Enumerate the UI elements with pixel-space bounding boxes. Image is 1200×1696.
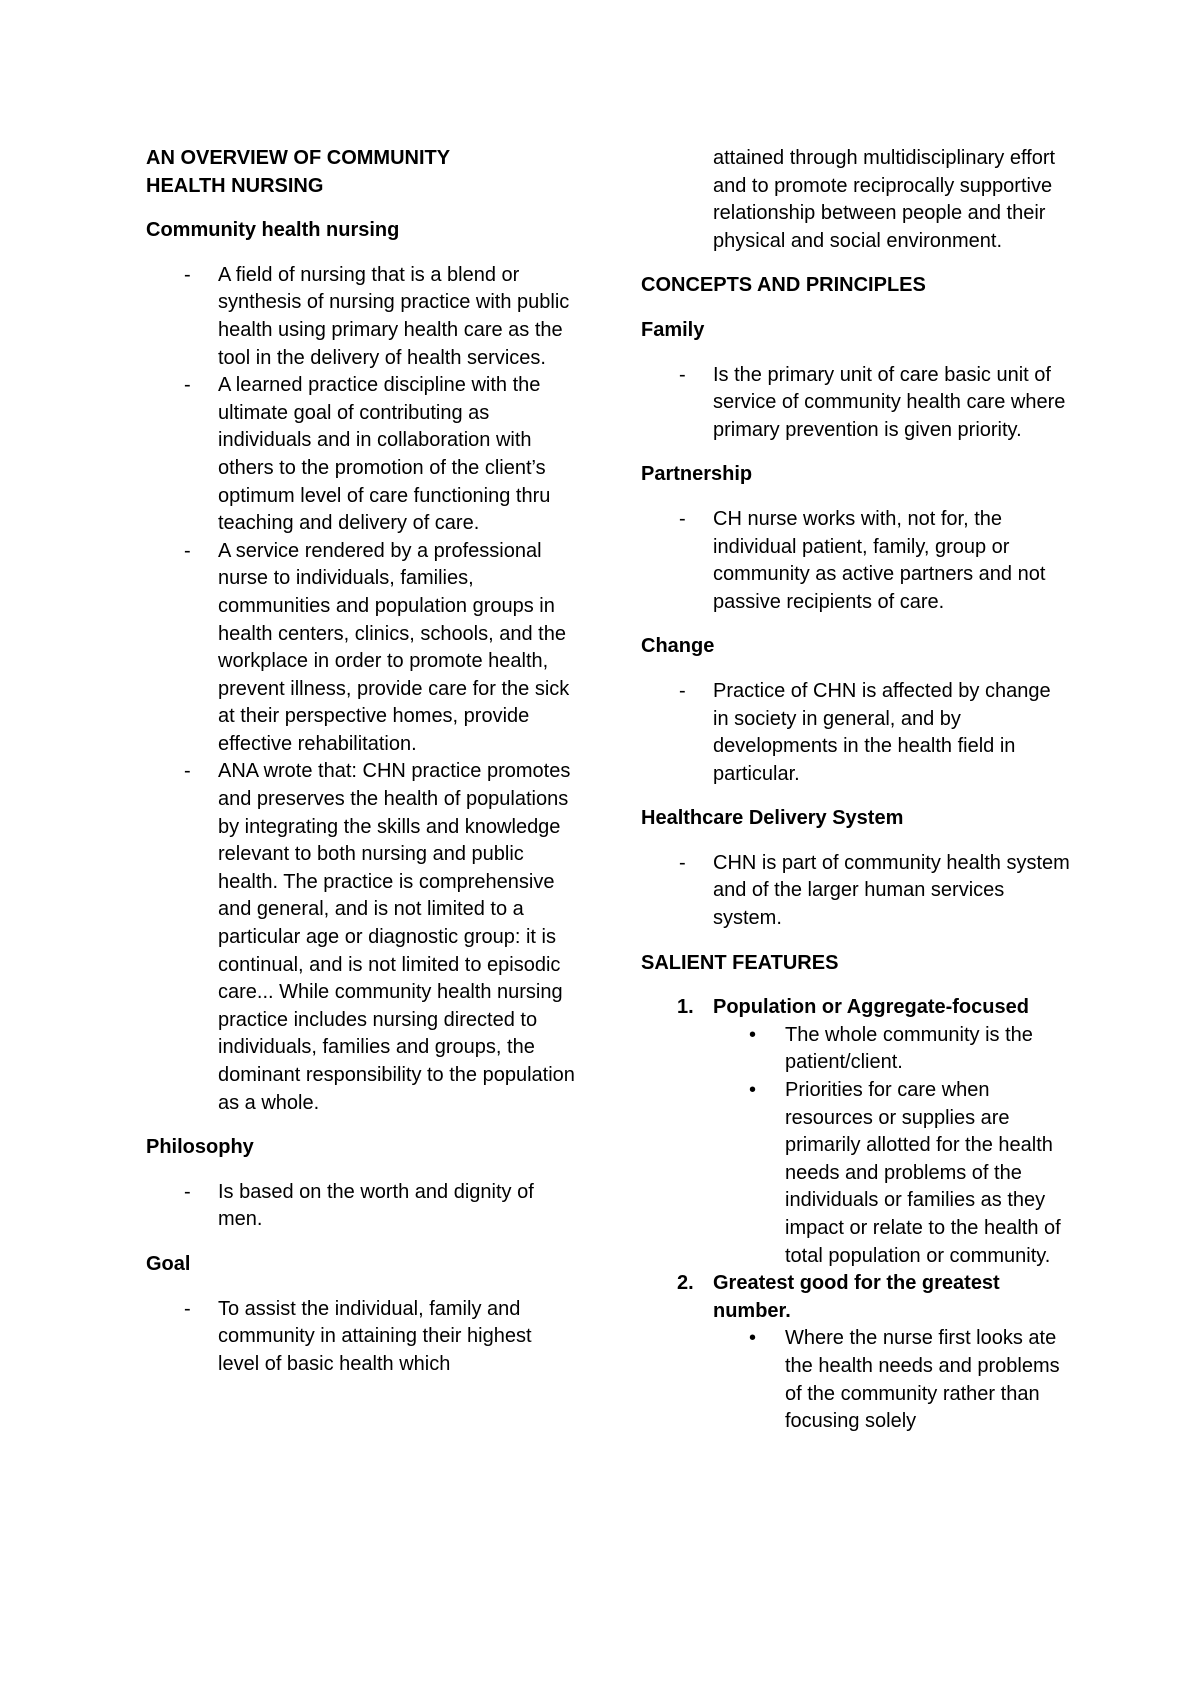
philosophy-list — [146, 1179, 576, 1234]
salient-features-list — [641, 994, 1071, 1436]
hds-list — [641, 850, 1071, 933]
goal-heading: Goal — [146, 1252, 191, 1275]
family-heading: Family — [641, 318, 705, 341]
salient-bullets — [713, 1325, 1071, 1435]
salient-item-title: Greatest good for the greatest number. — [713, 1272, 1000, 1322]
list-item: - To assist the individual, family and community in attaining their highest level of basic health which — [146, 1296, 576, 1379]
list-item: - ANA wrote that: CHN practice promotes and preserves the health of populations by integrating the skills and knowledge relevant to both nursing and public health. The practice is comprehensive and general, and is not limited to a particular age or diagnostic group: it is continual, and is not limited to episodic care... While community health nursing practice includes nursing directed to individuals, families and groups, the dominant responsibility to the population as a whole. — [146, 758, 576, 1117]
item-number: 2. — [677, 1272, 694, 1295]
salient-item-title: Population or Aggregate-focused — [713, 996, 1029, 1019]
goal-continued-text: attained through multidisciplinary effort and to promote reciprocally supportive relationship between people and their physical and social environment. — [713, 147, 1056, 252]
salient-bullets — [713, 1022, 1071, 1270]
family-list — [641, 362, 1071, 445]
list-item: - Practice of CHN is affected by change in society in general, and by developments in the health field in particular. — [641, 678, 1071, 788]
salient-item — [641, 1270, 1071, 1436]
list-item: - Is based on the worth and dignity of men. — [146, 1179, 576, 1234]
list-item: - A service rendered by a professional nurse to individuals, families, communities and population groups in health centers, clinics, schools, and the workplace in order to promote health, prevent illness, provide care for the sick at their perspective homes, provide effective rehabilitation. — [146, 538, 576, 759]
item-number: 1. — [677, 996, 694, 1019]
partnership-list — [641, 506, 1071, 616]
list-item: - A field of nursing that is a blend or synthesis of nursing practice with public health using primary health care as the tool in the delivery of health services. — [146, 262, 576, 372]
chn-heading: Community health nursing — [146, 219, 400, 242]
list-item: • The whole community is the patient/client. — [713, 1022, 1071, 1077]
list-item: • Priorities for care when resources or supplies are primarily allotted for the health needs and problems of the individuals or families as they impact or relate to the health of total population or community. — [713, 1077, 1071, 1270]
list-item: - CH nurse works with, not for, the individual patient, family, group or community as active partners and not passive recipients of care. — [641, 506, 1071, 616]
change-list — [641, 678, 1071, 788]
title-line-1: AN OVERVIEW OF COMMUNITY — [146, 147, 451, 169]
document-title — [146, 145, 576, 200]
philosophy-heading: Philosophy — [146, 1136, 254, 1159]
salient-item — [641, 994, 1071, 1270]
chn-definition-list — [146, 262, 576, 1117]
change-heading: Change — [641, 635, 715, 658]
partnership-heading: Partnership — [641, 463, 753, 486]
right-column — [641, 145, 1071, 1436]
list-item: - A learned practice discipline with the ultimate goal of contributing as individuals and in collaboration with others to the promotion of the client’s optimum level of care functioning thru teaching and delivery of care. — [146, 372, 576, 538]
list-item: - CHN is part of community health system and of the larger human services system. — [641, 850, 1071, 933]
salient-heading: SALIENT FEATURES — [641, 951, 839, 974]
title-line-2: HEALTH NURSING — [146, 174, 324, 197]
list-item: - Is the primary unit of care basic unit of service of community health care where primary prevention is given priority. — [641, 362, 1071, 445]
goal-list — [146, 1296, 576, 1379]
left-column — [146, 145, 576, 1378]
list-item: • Where the nurse first looks ate the health needs and problems of the community rather than focusing solely — [713, 1325, 1071, 1435]
concepts-heading: CONCEPTS AND PRINCIPLES — [641, 274, 926, 297]
hds-heading: Healthcare Delivery System — [641, 807, 904, 830]
